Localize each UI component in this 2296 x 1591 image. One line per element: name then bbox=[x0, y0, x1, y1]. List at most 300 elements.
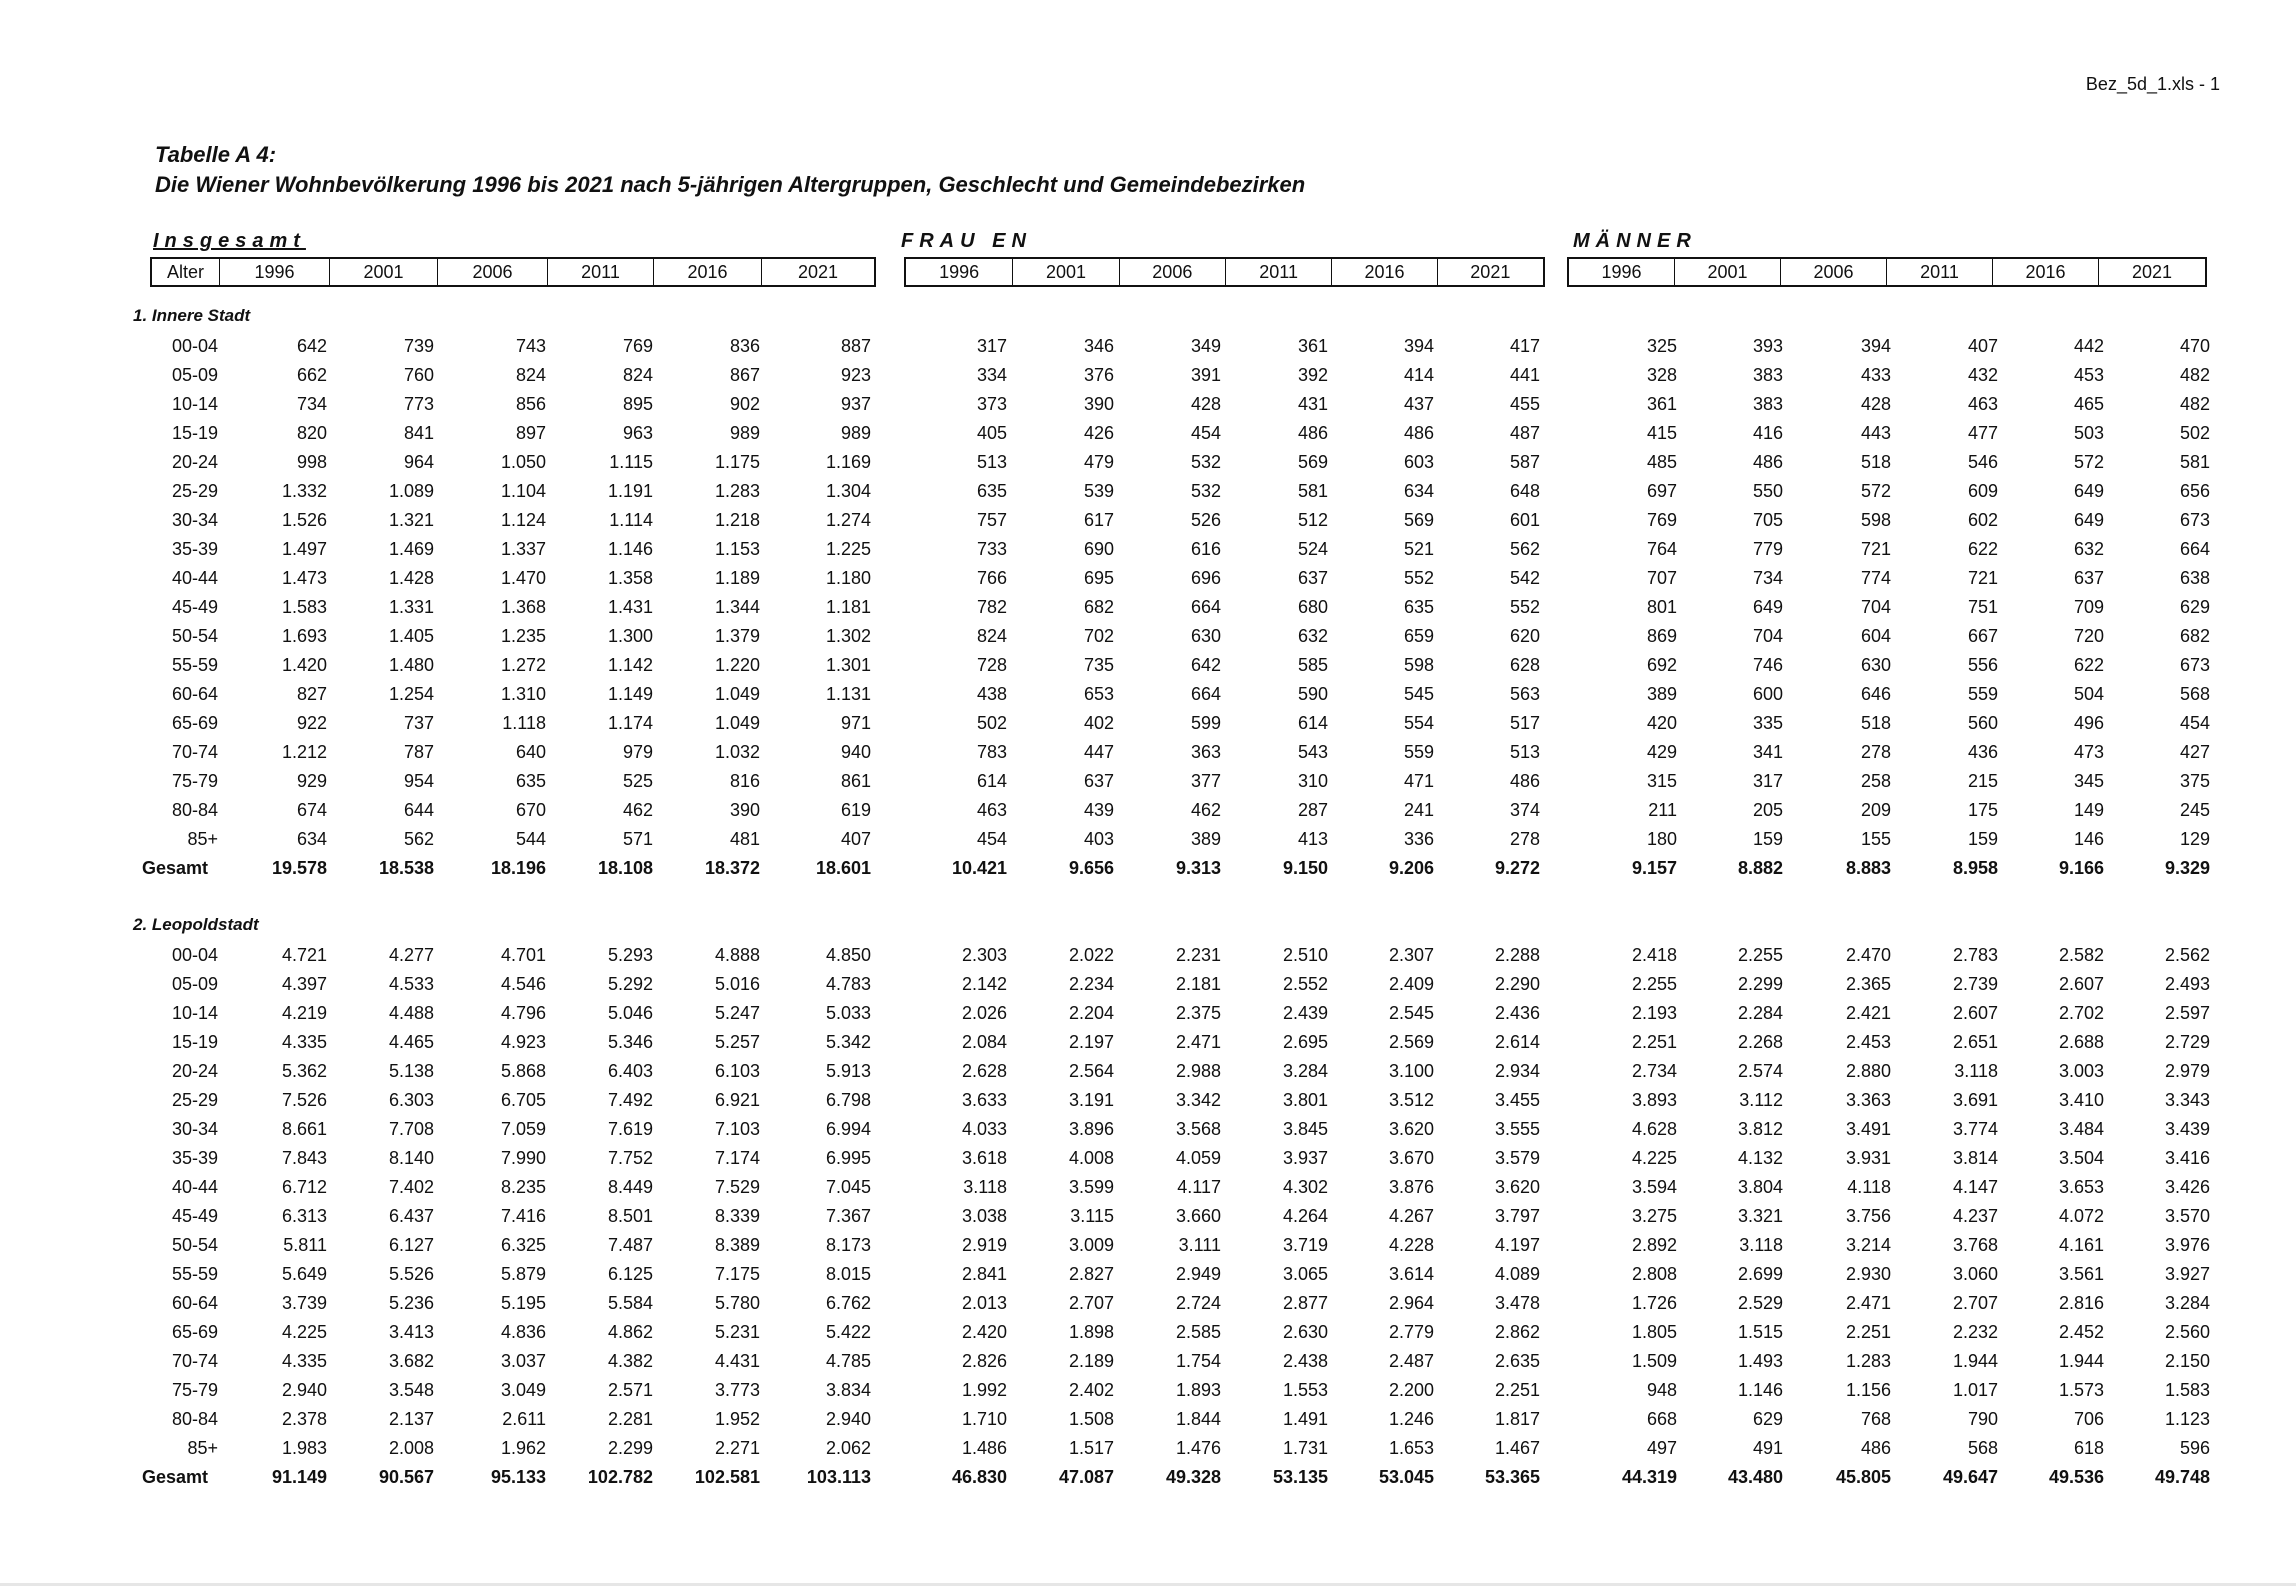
value-cell: 1.509 bbox=[1631, 1351, 1677, 1371]
value-cell: 2.707 bbox=[1952, 1293, 1998, 1313]
value-cell: 673 bbox=[2179, 655, 2210, 675]
value-cell: 3.599 bbox=[1068, 1177, 1114, 1197]
value-cell: 656 bbox=[2179, 481, 2210, 501]
value-cell: 2.299 bbox=[1737, 974, 1783, 994]
value-cell: 278 bbox=[1860, 742, 1891, 762]
value-cell: 427 bbox=[2179, 742, 2210, 762]
age-group-cell: 75-79 bbox=[171, 1380, 218, 1400]
value-cell: 2.607 bbox=[1952, 1003, 1998, 1023]
value-cell: 820 bbox=[296, 423, 327, 443]
value-cell: 413 bbox=[1297, 829, 1328, 849]
value-cell: 720 bbox=[2073, 626, 2104, 646]
value-cell: 1.104 bbox=[500, 481, 546, 501]
value-cell: 869 bbox=[1646, 626, 1677, 646]
value-cell: 4.923 bbox=[500, 1032, 546, 1052]
value-cell: 8.173 bbox=[825, 1235, 871, 1255]
value-cell: 559 bbox=[1967, 684, 1998, 704]
value-cell: 486 bbox=[1860, 1438, 1891, 1458]
value-cell: 1.254 bbox=[388, 684, 434, 704]
value-cell: 3.633 bbox=[961, 1090, 1007, 1110]
value-cell: 824 bbox=[976, 626, 1007, 646]
value-cell: 532 bbox=[1190, 452, 1221, 472]
age-group-cell: 60-64 bbox=[171, 684, 218, 704]
value-cell: 2.827 bbox=[1068, 1264, 1114, 1284]
value-cell: 1.220 bbox=[714, 655, 760, 675]
value-cell: 1.114 bbox=[609, 510, 653, 530]
value-cell: 375 bbox=[2179, 771, 2210, 791]
value-cell: 598 bbox=[1860, 510, 1891, 530]
age-group-cell: 05-09 bbox=[171, 974, 218, 994]
value-cell: 1.469 bbox=[388, 539, 434, 559]
table-row bbox=[0, 1115, 2296, 1143]
value-cell: 954 bbox=[403, 771, 434, 791]
value-cell: 7.402 bbox=[388, 1177, 434, 1197]
value-cell: 5.780 bbox=[714, 1293, 760, 1313]
value-cell: 3.620 bbox=[1388, 1119, 1434, 1139]
value-cell: 6.921 bbox=[714, 1090, 760, 1110]
table-total-row bbox=[0, 1463, 2296, 1491]
value-cell: 2.574 bbox=[1737, 1061, 1783, 1081]
value-cell: 486 bbox=[1403, 423, 1434, 443]
value-cell: 695 bbox=[1083, 568, 1114, 588]
table-total-row bbox=[0, 854, 2296, 882]
value-cell: 8.882 bbox=[1737, 858, 1783, 878]
value-cell: 3.363 bbox=[1845, 1090, 1891, 1110]
value-cell: 614 bbox=[976, 771, 1007, 791]
value-cell: 1.726 bbox=[1631, 1293, 1677, 1313]
value-cell: 5.292 bbox=[607, 974, 653, 994]
value-cell: 2.375 bbox=[1175, 1003, 1221, 1023]
value-cell: 998 bbox=[296, 452, 327, 472]
value-cell: 4.072 bbox=[2058, 1206, 2104, 1226]
value-cell: 1.962 bbox=[500, 1438, 546, 1458]
value-cell: 518 bbox=[1860, 452, 1891, 472]
value-cell: 2.493 bbox=[2164, 974, 2210, 994]
value-cell: 2.562 bbox=[2164, 945, 2210, 965]
value-cell: 1.225 bbox=[825, 539, 871, 559]
value-cell: 3.191 bbox=[1068, 1090, 1114, 1110]
value-cell: 49.748 bbox=[2154, 1467, 2210, 1487]
group-label-insgesamt: Insgesamt bbox=[153, 230, 306, 252]
value-cell: 3.845 bbox=[1282, 1119, 1328, 1139]
table-row bbox=[0, 1028, 2296, 1056]
value-cell: 215 bbox=[1967, 771, 1998, 791]
value-cell: 2.193 bbox=[1631, 1003, 1677, 1023]
value-cell: 1.246 bbox=[1388, 1409, 1434, 1429]
value-cell: 2.471 bbox=[1845, 1293, 1891, 1313]
value-cell: 439 bbox=[1083, 800, 1114, 820]
value-cell: 1.032 bbox=[714, 742, 760, 762]
value-cell: 1.169 bbox=[825, 452, 871, 472]
table-row bbox=[0, 1231, 2296, 1259]
table-row bbox=[0, 796, 2296, 824]
value-cell: 895 bbox=[622, 394, 653, 414]
value-cell: 1.149 bbox=[607, 684, 653, 704]
value-cell: 3.719 bbox=[1282, 1235, 1328, 1255]
value-cell: 414 bbox=[1403, 365, 1434, 385]
value-cell: 2.628 bbox=[961, 1061, 1007, 1081]
value-cell: 635 bbox=[515, 771, 546, 791]
value-cell: 465 bbox=[2073, 394, 2104, 414]
value-cell: 1.332 bbox=[281, 481, 327, 501]
value-cell: 902 bbox=[729, 394, 760, 414]
value-cell: 486 bbox=[1752, 452, 1783, 472]
value-cell: 526 bbox=[1190, 510, 1221, 530]
table-row bbox=[0, 825, 2296, 853]
value-cell: 550 bbox=[1752, 481, 1783, 501]
value-cell: 4.147 bbox=[1952, 1177, 1998, 1197]
value-cell: 587 bbox=[1509, 452, 1540, 472]
value-cell: 3.568 bbox=[1175, 1119, 1221, 1139]
value-cell: 310 bbox=[1297, 771, 1328, 791]
value-cell: 1.420 bbox=[281, 655, 327, 675]
value-cell: 801 bbox=[1646, 597, 1677, 617]
value-cell: 502 bbox=[2179, 423, 2210, 443]
section-title: 1. Innere Stadt bbox=[133, 306, 251, 325]
value-cell: 642 bbox=[296, 336, 327, 356]
value-cell: 415 bbox=[1646, 423, 1677, 443]
value-cell: 1.710 bbox=[961, 1409, 1007, 1429]
value-cell: 560 bbox=[1967, 713, 1998, 733]
value-cell: 9.329 bbox=[2164, 858, 2210, 878]
value-cell: 1.337 bbox=[500, 539, 546, 559]
value-cell: 159 bbox=[1967, 829, 1998, 849]
value-cell: 3.976 bbox=[2164, 1235, 2210, 1255]
value-cell: 485 bbox=[1646, 452, 1677, 472]
value-cell: 5.342 bbox=[825, 1032, 871, 1052]
value-cell: 436 bbox=[1967, 742, 1998, 762]
value-cell: 614 bbox=[1297, 713, 1328, 733]
value-cell: 667 bbox=[1967, 626, 1998, 646]
value-cell: 6.437 bbox=[388, 1206, 434, 1226]
value-cell: 383 bbox=[1752, 365, 1783, 385]
value-cell: 6.762 bbox=[825, 1293, 871, 1313]
value-cell: 3.561 bbox=[2058, 1264, 2104, 1284]
value-cell: 5.046 bbox=[607, 1003, 653, 1023]
age-group-cell: 40-44 bbox=[171, 1177, 218, 1197]
table-row bbox=[0, 767, 2296, 795]
value-cell: 3.491 bbox=[1845, 1119, 1891, 1139]
value-cell: 1.146 bbox=[1737, 1380, 1783, 1400]
value-cell: 824 bbox=[515, 365, 546, 385]
value-cell: 346 bbox=[1083, 336, 1114, 356]
value-cell: 673 bbox=[2179, 510, 2210, 530]
value-cell: 2.964 bbox=[1388, 1293, 1434, 1313]
value-cell: 637 bbox=[2073, 568, 2104, 588]
value-cell: 361 bbox=[1646, 394, 1677, 414]
value-cell: 5.247 bbox=[714, 1003, 760, 1023]
age-group-cell: 50-54 bbox=[171, 1235, 218, 1255]
value-cell: 1.274 bbox=[825, 510, 871, 530]
value-cell: 471 bbox=[1403, 771, 1434, 791]
value-cell: 1.156 bbox=[1845, 1380, 1891, 1400]
value-cell: 1.049 bbox=[714, 713, 760, 733]
value-cell: 601 bbox=[1509, 510, 1540, 530]
value-cell: 734 bbox=[296, 394, 327, 414]
value-cell: 8.449 bbox=[607, 1177, 653, 1197]
value-cell: 629 bbox=[1752, 1409, 1783, 1429]
value-cell: 2.409 bbox=[1388, 974, 1434, 994]
value-cell: 546 bbox=[1967, 452, 1998, 472]
value-cell: 3.003 bbox=[2058, 1061, 2104, 1081]
value-cell: 180 bbox=[1646, 829, 1677, 849]
value-cell: 769 bbox=[1646, 510, 1677, 530]
value-cell: 428 bbox=[1190, 394, 1221, 414]
value-cell: 341 bbox=[1752, 742, 1783, 762]
value-cell: 4.533 bbox=[388, 974, 434, 994]
value-cell: 334 bbox=[976, 365, 1007, 385]
value-cell: 629 bbox=[2179, 597, 2210, 617]
value-cell: 2.529 bbox=[1737, 1293, 1783, 1313]
value-cell: 403 bbox=[1083, 829, 1114, 849]
value-cell: 1.181 bbox=[825, 597, 871, 617]
value-cell: 8.235 bbox=[500, 1177, 546, 1197]
value-cell: 3.214 bbox=[1845, 1235, 1891, 1255]
age-group-cell: 25-29 bbox=[171, 1090, 218, 1110]
value-cell: 757 bbox=[976, 510, 1007, 530]
value-cell: 556 bbox=[1967, 655, 1998, 675]
value-cell: 417 bbox=[1509, 336, 1540, 356]
value-cell: 2.949 bbox=[1175, 1264, 1221, 1284]
value-cell: 315 bbox=[1646, 771, 1677, 791]
value-cell: 482 bbox=[2179, 365, 2210, 385]
age-group-cell: 65-69 bbox=[171, 1322, 218, 1342]
value-cell: 7.526 bbox=[281, 1090, 327, 1110]
age-group-cell: 80-84 bbox=[171, 800, 218, 820]
value-cell: 929 bbox=[296, 771, 327, 791]
value-cell: 4.228 bbox=[1388, 1235, 1434, 1255]
value-cell: 697 bbox=[1646, 481, 1677, 501]
value-cell: 43.480 bbox=[1727, 1467, 1783, 1487]
value-cell: 563 bbox=[1509, 684, 1540, 704]
value-cell: 9.157 bbox=[1631, 858, 1677, 878]
value-cell: 3.284 bbox=[1282, 1061, 1328, 1081]
value-cell: 405 bbox=[976, 423, 1007, 443]
value-cell: 7.990 bbox=[500, 1148, 546, 1168]
table-row bbox=[0, 535, 2296, 563]
value-cell: 2.204 bbox=[1068, 1003, 1114, 1023]
table-row bbox=[0, 506, 2296, 534]
value-cell: 664 bbox=[2179, 539, 2210, 559]
value-cell: 4.431 bbox=[714, 1351, 760, 1371]
value-cell: 779 bbox=[1752, 539, 1783, 559]
value-cell: 2.487 bbox=[1388, 1351, 1434, 1371]
value-cell: 1.893 bbox=[1175, 1380, 1221, 1400]
value-cell: 2.365 bbox=[1845, 974, 1891, 994]
value-cell: 391 bbox=[1190, 365, 1221, 385]
value-cell: 3.065 bbox=[1282, 1264, 1328, 1284]
value-cell: 602 bbox=[1967, 510, 1998, 530]
value-cell: 441 bbox=[1509, 365, 1540, 385]
value-cell: 5.362 bbox=[281, 1061, 327, 1081]
table-row bbox=[0, 970, 2296, 998]
value-cell: 3.504 bbox=[2058, 1148, 2104, 1168]
age-group-cell: 70-74 bbox=[171, 742, 218, 762]
age-group-cell: 35-39 bbox=[171, 1148, 218, 1168]
header-year: 1996 bbox=[906, 259, 1013, 285]
header-row-frauen bbox=[904, 257, 1545, 287]
value-cell: 2.688 bbox=[2058, 1032, 2104, 1052]
value-cell: 2.420 bbox=[961, 1322, 1007, 1342]
table-row bbox=[0, 651, 2296, 679]
value-cell: 18.196 bbox=[490, 858, 546, 878]
value-cell: 241 bbox=[1403, 800, 1434, 820]
value-cell: 3.931 bbox=[1845, 1148, 1891, 1168]
table-title bbox=[155, 140, 1305, 200]
value-cell: 3.037 bbox=[500, 1351, 546, 1371]
value-cell: 635 bbox=[1403, 597, 1434, 617]
value-cell: 407 bbox=[840, 829, 871, 849]
value-cell: 3.416 bbox=[2164, 1148, 2210, 1168]
value-cell: 3.112 bbox=[1739, 1090, 1783, 1110]
value-cell: 345 bbox=[2073, 771, 2104, 791]
value-cell: 2.290 bbox=[1494, 974, 1540, 994]
value-cell: 2.255 bbox=[1737, 945, 1783, 965]
value-cell: 1.191 bbox=[607, 481, 653, 501]
table-row bbox=[0, 1202, 2296, 1230]
value-cell: 581 bbox=[1297, 481, 1328, 501]
table-row bbox=[0, 680, 2296, 708]
value-cell: 1.515 bbox=[1737, 1322, 1783, 1342]
table-row bbox=[0, 941, 2296, 969]
value-cell: 545 bbox=[1403, 684, 1434, 704]
value-cell: 1.583 bbox=[281, 597, 327, 617]
value-cell: 175 bbox=[1967, 800, 1998, 820]
table-row bbox=[0, 1434, 2296, 1462]
value-cell: 646 bbox=[1860, 684, 1891, 704]
value-cell: 463 bbox=[1967, 394, 1998, 414]
value-cell: 1.573 bbox=[2058, 1380, 2104, 1400]
value-cell: 964 bbox=[403, 452, 434, 472]
value-cell: 433 bbox=[1860, 365, 1891, 385]
value-cell: 2.695 bbox=[1282, 1032, 1328, 1052]
value-cell: 5.257 bbox=[714, 1032, 760, 1052]
value-cell: 2.564 bbox=[1068, 1061, 1114, 1081]
value-cell: 373 bbox=[976, 394, 1007, 414]
value-cell: 2.877 bbox=[1282, 1293, 1328, 1313]
value-cell: 568 bbox=[2179, 684, 2210, 704]
table-row bbox=[0, 1405, 2296, 1433]
header-year: 2011 bbox=[1226, 259, 1332, 285]
value-cell: 7.487 bbox=[607, 1235, 653, 1255]
value-cell: 766 bbox=[976, 568, 1007, 588]
value-cell: 5.879 bbox=[500, 1264, 546, 1284]
age-group-cell: 15-19 bbox=[171, 423, 218, 443]
value-cell: 989 bbox=[840, 423, 871, 443]
value-cell: 628 bbox=[1509, 655, 1540, 675]
value-cell: 2.841 bbox=[961, 1264, 1007, 1284]
value-cell: 1.300 bbox=[607, 626, 653, 646]
value-cell: 948 bbox=[1646, 1380, 1677, 1400]
value-cell: 3.118 bbox=[1739, 1235, 1783, 1255]
value-cell: 18.601 bbox=[815, 858, 871, 878]
value-cell: 2.281 bbox=[607, 1409, 653, 1429]
value-cell: 3.455 bbox=[1494, 1090, 1540, 1110]
value-cell: 8.501 bbox=[607, 1206, 653, 1226]
value-cell: 4.783 bbox=[825, 974, 871, 994]
value-cell: 649 bbox=[2073, 481, 2104, 501]
value-cell: 4.225 bbox=[1631, 1148, 1677, 1168]
age-group-cell: 30-34 bbox=[171, 510, 218, 530]
value-cell: 617 bbox=[1083, 510, 1114, 530]
value-cell: 1.944 bbox=[1952, 1351, 1998, 1371]
value-cell: 2.251 bbox=[1631, 1032, 1677, 1052]
value-cell: 6.125 bbox=[607, 1264, 653, 1284]
value-cell: 554 bbox=[1403, 713, 1434, 733]
value-cell: 5.138 bbox=[388, 1061, 434, 1081]
age-group-cell: 35-39 bbox=[171, 539, 218, 559]
value-cell: 603 bbox=[1403, 452, 1434, 472]
value-cell: 155 bbox=[1860, 829, 1891, 849]
value-cell: 205 bbox=[1752, 800, 1783, 820]
value-cell: 1.497 bbox=[281, 539, 327, 559]
value-cell: 3.739 bbox=[281, 1293, 327, 1313]
header-year: 2016 bbox=[1332, 259, 1437, 285]
value-cell: 361 bbox=[1297, 336, 1328, 356]
value-cell: 664 bbox=[1190, 684, 1221, 704]
value-cell: 3.284 bbox=[2164, 1293, 2210, 1313]
value-cell: 552 bbox=[1509, 597, 1540, 617]
value-cell: 569 bbox=[1403, 510, 1434, 530]
value-cell: 581 bbox=[2179, 452, 2210, 472]
value-cell: 512 bbox=[1297, 510, 1328, 530]
value-cell: 3.118 bbox=[1954, 1061, 1998, 1081]
value-cell: 4.059 bbox=[1175, 1148, 1221, 1168]
value-cell: 1.283 bbox=[1845, 1351, 1891, 1371]
value-cell: 2.826 bbox=[961, 1351, 1007, 1371]
value-cell: 971 bbox=[840, 713, 871, 733]
value-cell: 2.783 bbox=[1952, 945, 1998, 965]
value-cell: 3.927 bbox=[2164, 1264, 2210, 1284]
value-cell: 734 bbox=[1752, 568, 1783, 588]
value-cell: 1.368 bbox=[500, 597, 546, 617]
value-cell: 2.940 bbox=[825, 1409, 871, 1429]
value-cell: 1.844 bbox=[1175, 1409, 1221, 1429]
value-cell: 2.699 bbox=[1737, 1264, 1783, 1284]
value-cell: 9.313 bbox=[1175, 858, 1221, 878]
value-cell: 2.181 bbox=[1175, 974, 1221, 994]
group-label-frauen: FRAU EN bbox=[901, 230, 1032, 252]
header-year: 2016 bbox=[1993, 259, 2099, 285]
age-group-cell: 05-09 bbox=[171, 365, 218, 385]
value-cell: 2.585 bbox=[1175, 1322, 1221, 1342]
value-cell: 4.219 bbox=[281, 1003, 327, 1023]
value-cell: 402 bbox=[1083, 713, 1114, 733]
value-cell: 2.453 bbox=[1845, 1032, 1891, 1052]
value-cell: 2.271 bbox=[714, 1438, 760, 1458]
value-cell: 5.868 bbox=[500, 1061, 546, 1081]
value-cell: 2.452 bbox=[2058, 1322, 2104, 1342]
value-cell: 328 bbox=[1646, 365, 1677, 385]
value-cell: 2.288 bbox=[1494, 945, 1540, 965]
value-cell: 1.583 bbox=[2164, 1380, 2210, 1400]
value-cell: 497 bbox=[1646, 1438, 1677, 1458]
value-cell: 552 bbox=[1403, 568, 1434, 588]
age-group-cell: 60-64 bbox=[171, 1293, 218, 1313]
value-cell: 2.137 bbox=[388, 1409, 434, 1429]
value-cell: 692 bbox=[1646, 655, 1677, 675]
value-cell: 640 bbox=[515, 742, 546, 762]
value-cell: 638 bbox=[2179, 568, 2210, 588]
value-cell: 3.512 bbox=[1388, 1090, 1434, 1110]
value-cell: 923 bbox=[840, 365, 871, 385]
value-cell: 3.682 bbox=[388, 1351, 434, 1371]
value-cell: 376 bbox=[1083, 365, 1114, 385]
value-cell: 4.888 bbox=[714, 945, 760, 965]
value-cell: 3.896 bbox=[1068, 1119, 1114, 1139]
value-cell: 102.782 bbox=[587, 1467, 653, 1487]
header-row-maenner bbox=[1567, 257, 2207, 287]
